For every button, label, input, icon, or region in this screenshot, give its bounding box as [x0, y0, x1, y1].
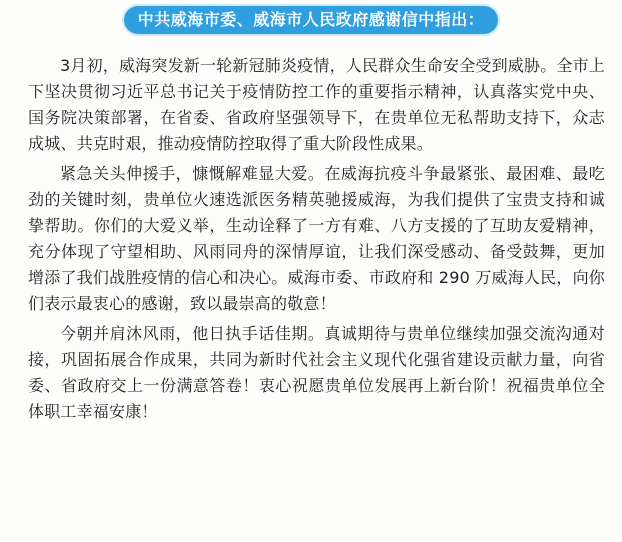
- paragraph-1: 3月初，威海突发新一轮新冠肺炎疫情，人民群众生命安全受到威胁。全市上下坚决贯彻习近平总书记关于疫情防控工作的重要指示精神，认真落实党中央、国务院决策部署，在省委、省政府坚强领导下，在贵单位无私帮助支持下，众志成城、共克时艰，推动疫情防控取得了重大阶段性成果。: [28, 56, 605, 153]
- paragraph-2: 紧急关头伸援手，慷慨解难显大爱。在威海抗疫斗争最紧张、最困难、最吃劲的关键时刻，贵单位火速选派医务精英驰援威海，为我们提供了宝贵支持和诚挚帮助。你们的大爱义举，生动诠释了一方有难、八方支援的了互助友爱精神，充分体现了守望相助、风雨同舟的深情厚谊，让我们深受感动、备受鼓舞，更加增添了我们战胜疫情的信心和决心。威海市委、市政府和 290 万威海人民，向你们表示最衷心的感谢，致以最崇高的敬意！: [28, 164, 605, 313]
- letter-title: 中共威海市委、威海市人民政府感谢信中指出：: [124, 6, 499, 34]
- letter-body: [28, 53, 605, 429]
- paragraph-3: 今朝并肩沐风雨，他日执手话佳期。真诚期待与贵单位继续加强交流沟通对接，巩固拓展合作成果，共同为新时代社会主义现代化强省建设贡献力量，向省委、省政府交上一份满意答卷！衷心祝愿贵单位发展再上新台阶！祝福贵单位全体职工幸福安康！: [28, 324, 605, 421]
- header-banner: [0, 6, 622, 34]
